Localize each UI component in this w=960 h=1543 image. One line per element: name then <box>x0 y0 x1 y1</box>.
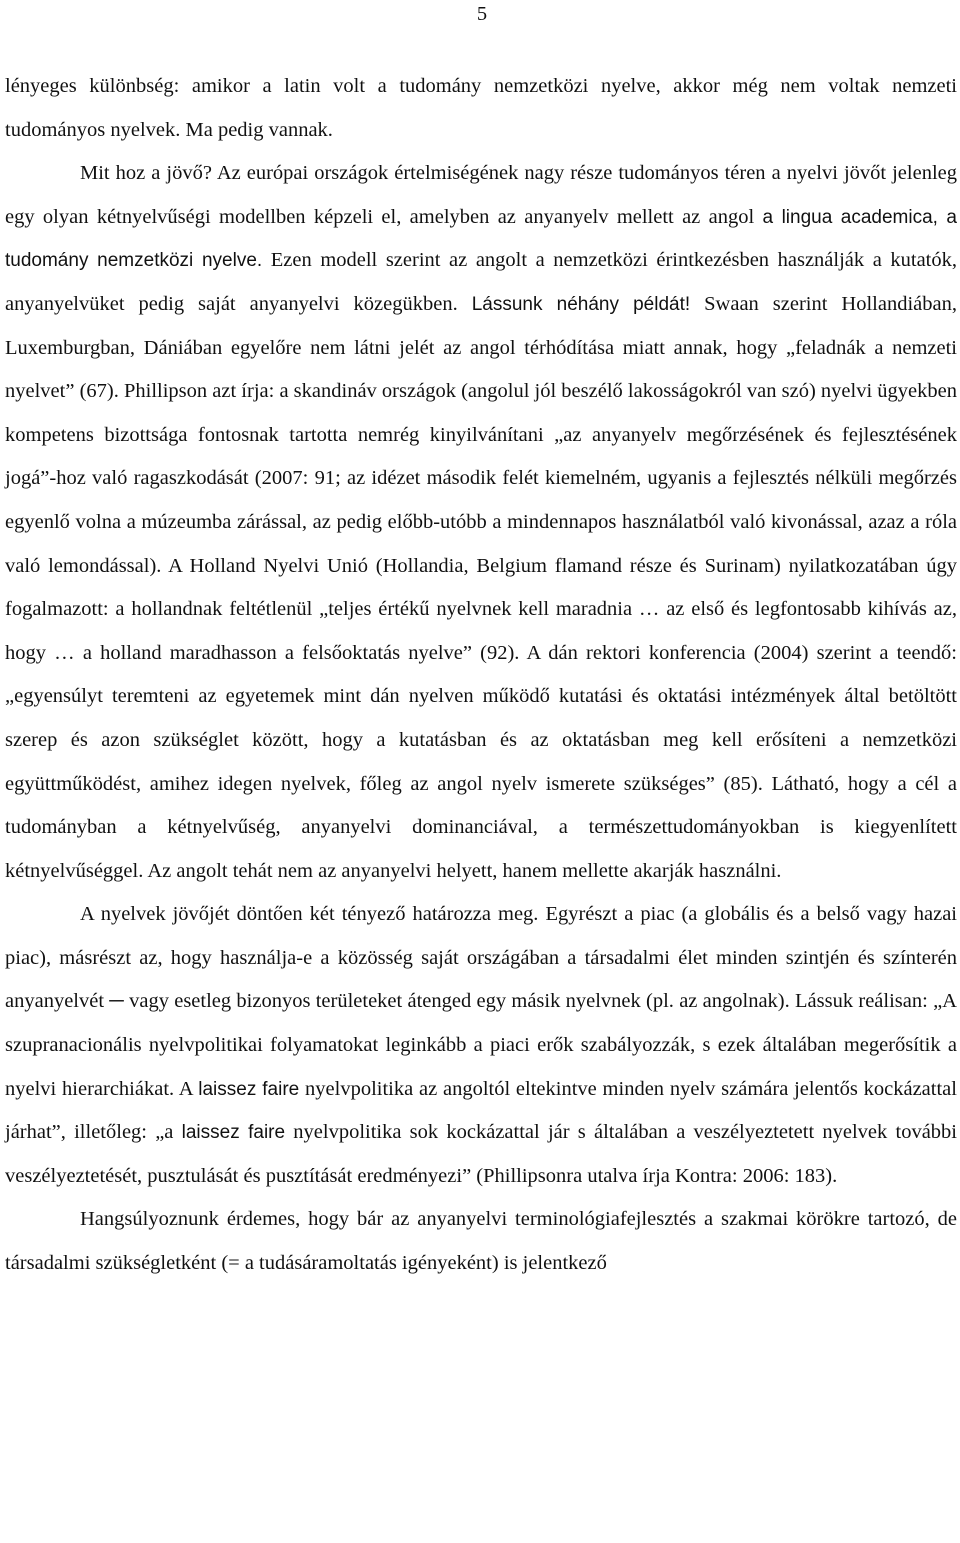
paragraph-1: lényeges különbség: amikor a latin volt a tudomány nemzetközi nyelve, akkor még nem voltak nemzeti tudományos nyelvek. Ma pedig vannak. <box>5 75 957 141</box>
paragraph-2-text-2: Ezen modell szerint az angolt a nemzetközi érintkezésben használják a kutatók, anyanyelvüket pedig saját anyanyelvi közegükben. <box>5 249 957 315</box>
page-number: 5 <box>476 3 488 25</box>
paragraph-2-text-3: Swaan szerint Hollandiában, Luxemburgban, Dániában egyelőre nem látni jelét az angol térhódítása miatt annak, hogy „feladnák a nemzeti nyelvet” (67). Phillipson azt írja: a skandináv országok (angolul jól beszélő lakosságokról van szó) nyelvi ügyekben kompetens bizottsága fontosnak tartotta nemrég kinyilvánítani „az anyanyelv megőrzésének és fejlesztésének jogá”-hoz való ragaszkodását (2007: 91; az idézet második felét kiemelném, ugyanis a fejlesztés nélküli megőrzés egyenlő volna a múzeumba zárással, az pedig előbb-utóbb a mindennapos használatból való kivonással, azaz a róla való lemondással). A Holland Nyelvi Unió (Hollandia, Belgium flamand része és Surinam) nyilatkozatában úgy fogalmazott: a hollandnak feltétlenül „teljes értékű nyelvnek kell maradnia … az első és legfontosabb kihívás az, hogy … a holland maradhasson a felsőoktatás nyelve” (92). A dán rektori konferencia (2004) szerint a teendő: „egyensúlyt teremteni az egyetemek mint dán nyelven működő kutatási és oktatási intézmények által betöltött szerep és azon szükséglet között, hogy a kutatásban és az oktatásban meg kell erősíteni a nemzetközi együttműködést, amihez idegen nyelvek, főleg az angol nyelv ismerete szükséges” (85). Látható, hogy a cél a tudományban a kétnyelvűség, anyanyelvi dominanciával, a természettudományokban is kiegyenlített kétnyelvűséggel. Az angolt tehát nem az anyanyelvi helyett, hanem mellette akarják használni. <box>5 292 957 882</box>
paragraph-3 <box>5 893 957 1198</box>
paragraph-3-laissez-faire-2: laissez faire <box>181 1122 286 1144</box>
paragraph-3-text-2: nyelvpolitika az angoltól eltekintve minden nyelv számára jelentős kockázattal járhat”, illetőleg: „a <box>5 1077 957 1144</box>
document-body <box>5 65 957 1286</box>
paragraph-2-text-1: Mit hoz a jövő? Az európai országok értelmiségének nagy része tudományos téren a nyelvi jövőt jelenleg egy olyan kétnyelvűségi modellben képzeli el, amelyben az anyanyelv mellett az angol <box>5 162 957 228</box>
paragraph-2 <box>5 152 957 893</box>
paragraph-3-laissez-faire-1: laissez faire <box>198 1078 300 1100</box>
paragraph-3-text-1: A nyelvek jövőjét döntően két tényező határozza meg. Egyrészt a piac (a globális és a belső vagy hazai piac), másrészt az, hogy használja-e a közösség saját országában a társadalmi élet minden szintjén és színterén anyanyelvét ─ vagy esetleg bizonyos területeket átenged egy másik nyelvnek (pl. az angolnak). Lássuk reálisan: „A szupranacionális nyelvpolitikai folyamatokat leginkább a piaci erők szabályozzák, s ezek általában megerősítik a nyelvi hierarchiákat. A <box>5 903 957 1100</box>
paragraph-2-sans-phrase-2: Lássunk néhány példát! <box>471 293 691 315</box>
paragraph-3-text-3: nyelvpolitika sok kockázattal jár s általában a veszélyeztetett nyelvek további veszélyeztetését, pusztulását és pusztítását eredményezi” (Phillipsonra utalva írja Kontra: 2006: 183). <box>5 1121 957 1187</box>
paragraph-4: Hangsúlyoznunk érdemes, hogy bár az anyanyelvi terminológiafejlesztés a szakmai körökre tartozó, de társadalmi szükségletként (= a tudásáramoltatás igényeként) is jelentkező <box>5 1208 957 1275</box>
paragraph-2-sans-phrase-1: a lingua academica, a tudomány nemzetközi nyelve. <box>5 206 957 272</box>
